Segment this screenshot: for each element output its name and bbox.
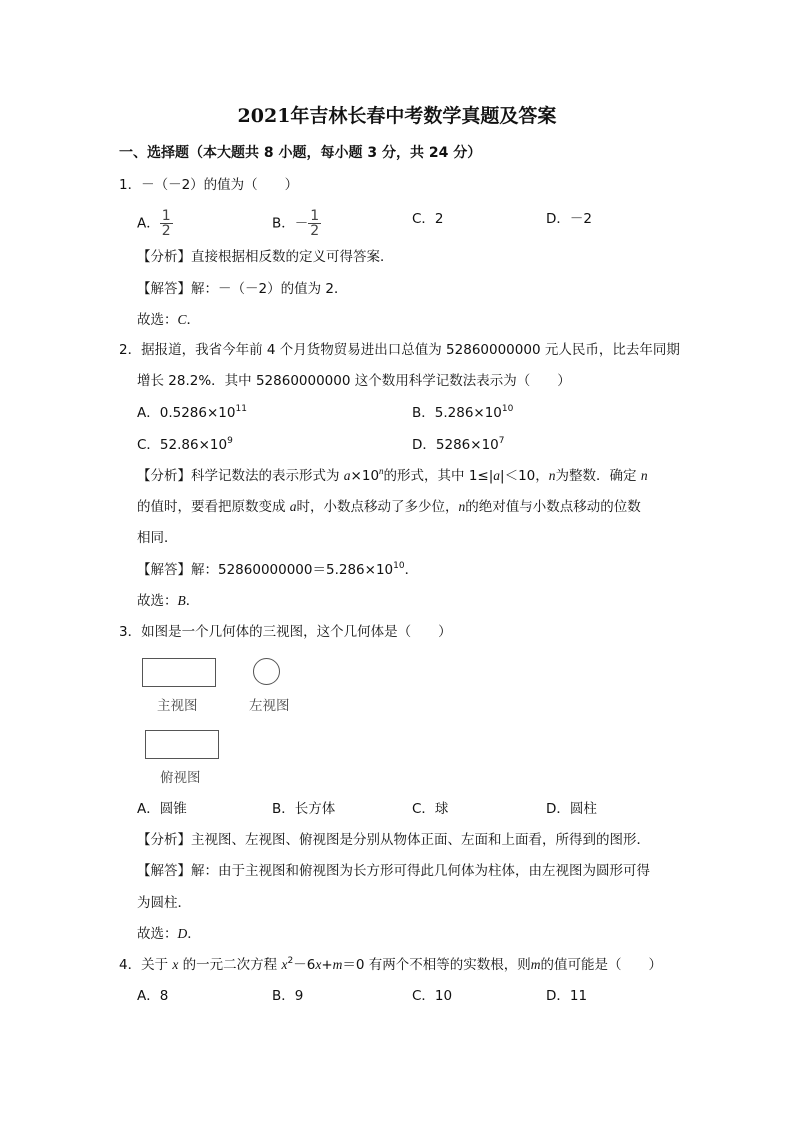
text: ×10	[350, 468, 380, 484]
q3-option-b: B．长方体	[272, 801, 336, 817]
fraction	[308, 209, 321, 238]
option-text: A．0.5286×10	[137, 405, 236, 421]
var-n: n	[379, 466, 384, 476]
text: －6	[293, 957, 316, 973]
choice-prefix: 故选：	[137, 593, 178, 609]
var-n: n	[640, 468, 648, 483]
text: 为整数．确定	[555, 468, 641, 484]
top-view-rectangle	[145, 730, 219, 759]
text: 的值可能是（ ）	[540, 957, 663, 973]
q1-option-c: C．2	[412, 211, 444, 227]
question-2-stem-line2: 增长 28.2%．其中 52860000000 这个数用科学记数法表示为（ ）	[137, 373, 571, 389]
choice-suffix: ．	[186, 312, 201, 328]
denominator: 2	[161, 223, 171, 239]
choice-letter: D	[177, 926, 188, 941]
q2-analysis-line2	[137, 498, 641, 516]
q2-option-a	[137, 404, 247, 422]
var-x: x	[172, 957, 179, 972]
q1-analysis: 【分析】直接根据相反数的定义可得答案．	[137, 249, 394, 265]
text: |＜10，	[500, 468, 549, 484]
top-view-label: 俯视图	[160, 770, 201, 786]
choice-letter: C	[177, 312, 187, 327]
var-m: m	[530, 957, 541, 972]
q1-option-d: D．－2	[546, 211, 592, 227]
q3-option-d: D．圆柱	[546, 801, 597, 817]
choice-prefix: 故选：	[137, 312, 178, 328]
option-text: B．5.286×10	[412, 405, 502, 421]
choice-letter: B	[177, 593, 186, 608]
exponent: 11	[235, 404, 247, 414]
q3-solution-line1: 【解答】解：由于主视图和俯视图为长方形可得此几何体为柱体，由左视图为圆形可得	[137, 863, 650, 879]
var-x: x	[315, 957, 322, 972]
var-a: a	[343, 468, 351, 483]
q3-analysis: 【分析】主视图、左视图、俯视图是分别从物体正面、左面和上面看，所得到的图形．	[137, 832, 650, 848]
var-m: m	[332, 957, 343, 972]
q4-option-b: B．9	[272, 988, 304, 1004]
question-1-stem: 1．－（－2）的值为（ ）	[119, 177, 299, 193]
text: ＝0 有两个不相等的实数根，则	[342, 957, 531, 973]
question-3-stem: 3．如图是一个几何体的三视图，这个几何体是（ ）	[119, 624, 452, 640]
text: 【分析】科学记数法的表示形式为	[137, 468, 344, 484]
text: 的一元二次方程	[178, 957, 282, 973]
text: +	[321, 957, 333, 973]
choice-suffix: ．	[187, 926, 201, 942]
var-n: n	[458, 499, 466, 514]
q2-analysis-line3: 相同．	[137, 530, 178, 546]
front-view-rectangle	[142, 658, 216, 687]
numerator: 1	[161, 208, 171, 224]
q1-option-a	[137, 209, 173, 238]
option-text: D．5286×10	[412, 437, 499, 453]
text: 的值时，要看把原数变成	[137, 499, 290, 515]
q1-solution: 【解答】解：－（－2）的值为 2．	[137, 281, 348, 297]
q2-choice	[137, 592, 199, 610]
exponent: 7	[498, 436, 505, 446]
q1-option-b	[272, 209, 321, 238]
q2-solution	[137, 561, 418, 579]
section-heading: 一、选择题（本大题共 8 小题，每小题 3 分，共 24 分）	[119, 145, 482, 161]
text: 的绝对值与小数点移动的位数	[465, 499, 641, 515]
q4-option-c: C．10	[412, 988, 453, 1004]
denominator: 2	[310, 223, 320, 239]
exponent: 9	[227, 436, 233, 446]
option-label: B．－	[272, 215, 309, 232]
q2-option-b	[412, 404, 513, 422]
exponent: 10	[501, 404, 514, 414]
exponent: 10	[393, 561, 405, 571]
text: 时，小数点移动了多少位，	[296, 499, 459, 515]
document-title: 2021年吉林长春中考数学真题及答案	[237, 105, 557, 127]
var-a: a	[289, 499, 297, 514]
text: 4．关于	[119, 957, 173, 973]
numerator: 1	[310, 208, 320, 224]
front-view-label: 主视图	[157, 698, 198, 714]
question-4-stem	[119, 956, 662, 974]
left-view-label: 左视图	[249, 698, 290, 714]
q2-option-d	[412, 436, 504, 454]
var-n: n	[548, 468, 556, 483]
var-x: x	[281, 957, 288, 972]
choice-suffix: ．	[185, 593, 200, 609]
option-label: A．	[137, 215, 160, 232]
text: 【解答】解：52860000000＝5.286×10	[137, 562, 394, 578]
left-view-circle	[253, 658, 280, 685]
text: 的形式，其中 1≤|	[383, 468, 494, 484]
fraction	[160, 209, 173, 238]
q3-choice	[137, 925, 201, 943]
q4-option-a: A．8	[137, 988, 169, 1004]
choice-prefix: 故选：	[137, 926, 178, 942]
var-a: a	[493, 468, 501, 483]
q1-choice	[137, 311, 200, 329]
q2-option-c	[137, 436, 233, 454]
exponent: 2	[287, 956, 294, 966]
q2-analysis-line1	[137, 467, 648, 485]
question-2-stem-line1: 2．据报道，我省今年前 4 个月货物贸易进出口总值为 52860000000 元人民币，比去年同期	[119, 342, 680, 358]
q3-option-c: C．球	[412, 801, 449, 817]
option-text: C．52.86×10	[137, 437, 228, 453]
q4-option-d: D．11	[546, 988, 588, 1004]
text: ．	[404, 562, 419, 578]
q3-solution-line2: 为圆柱．	[137, 895, 191, 911]
q3-option-a: A．圆锥	[137, 801, 187, 817]
